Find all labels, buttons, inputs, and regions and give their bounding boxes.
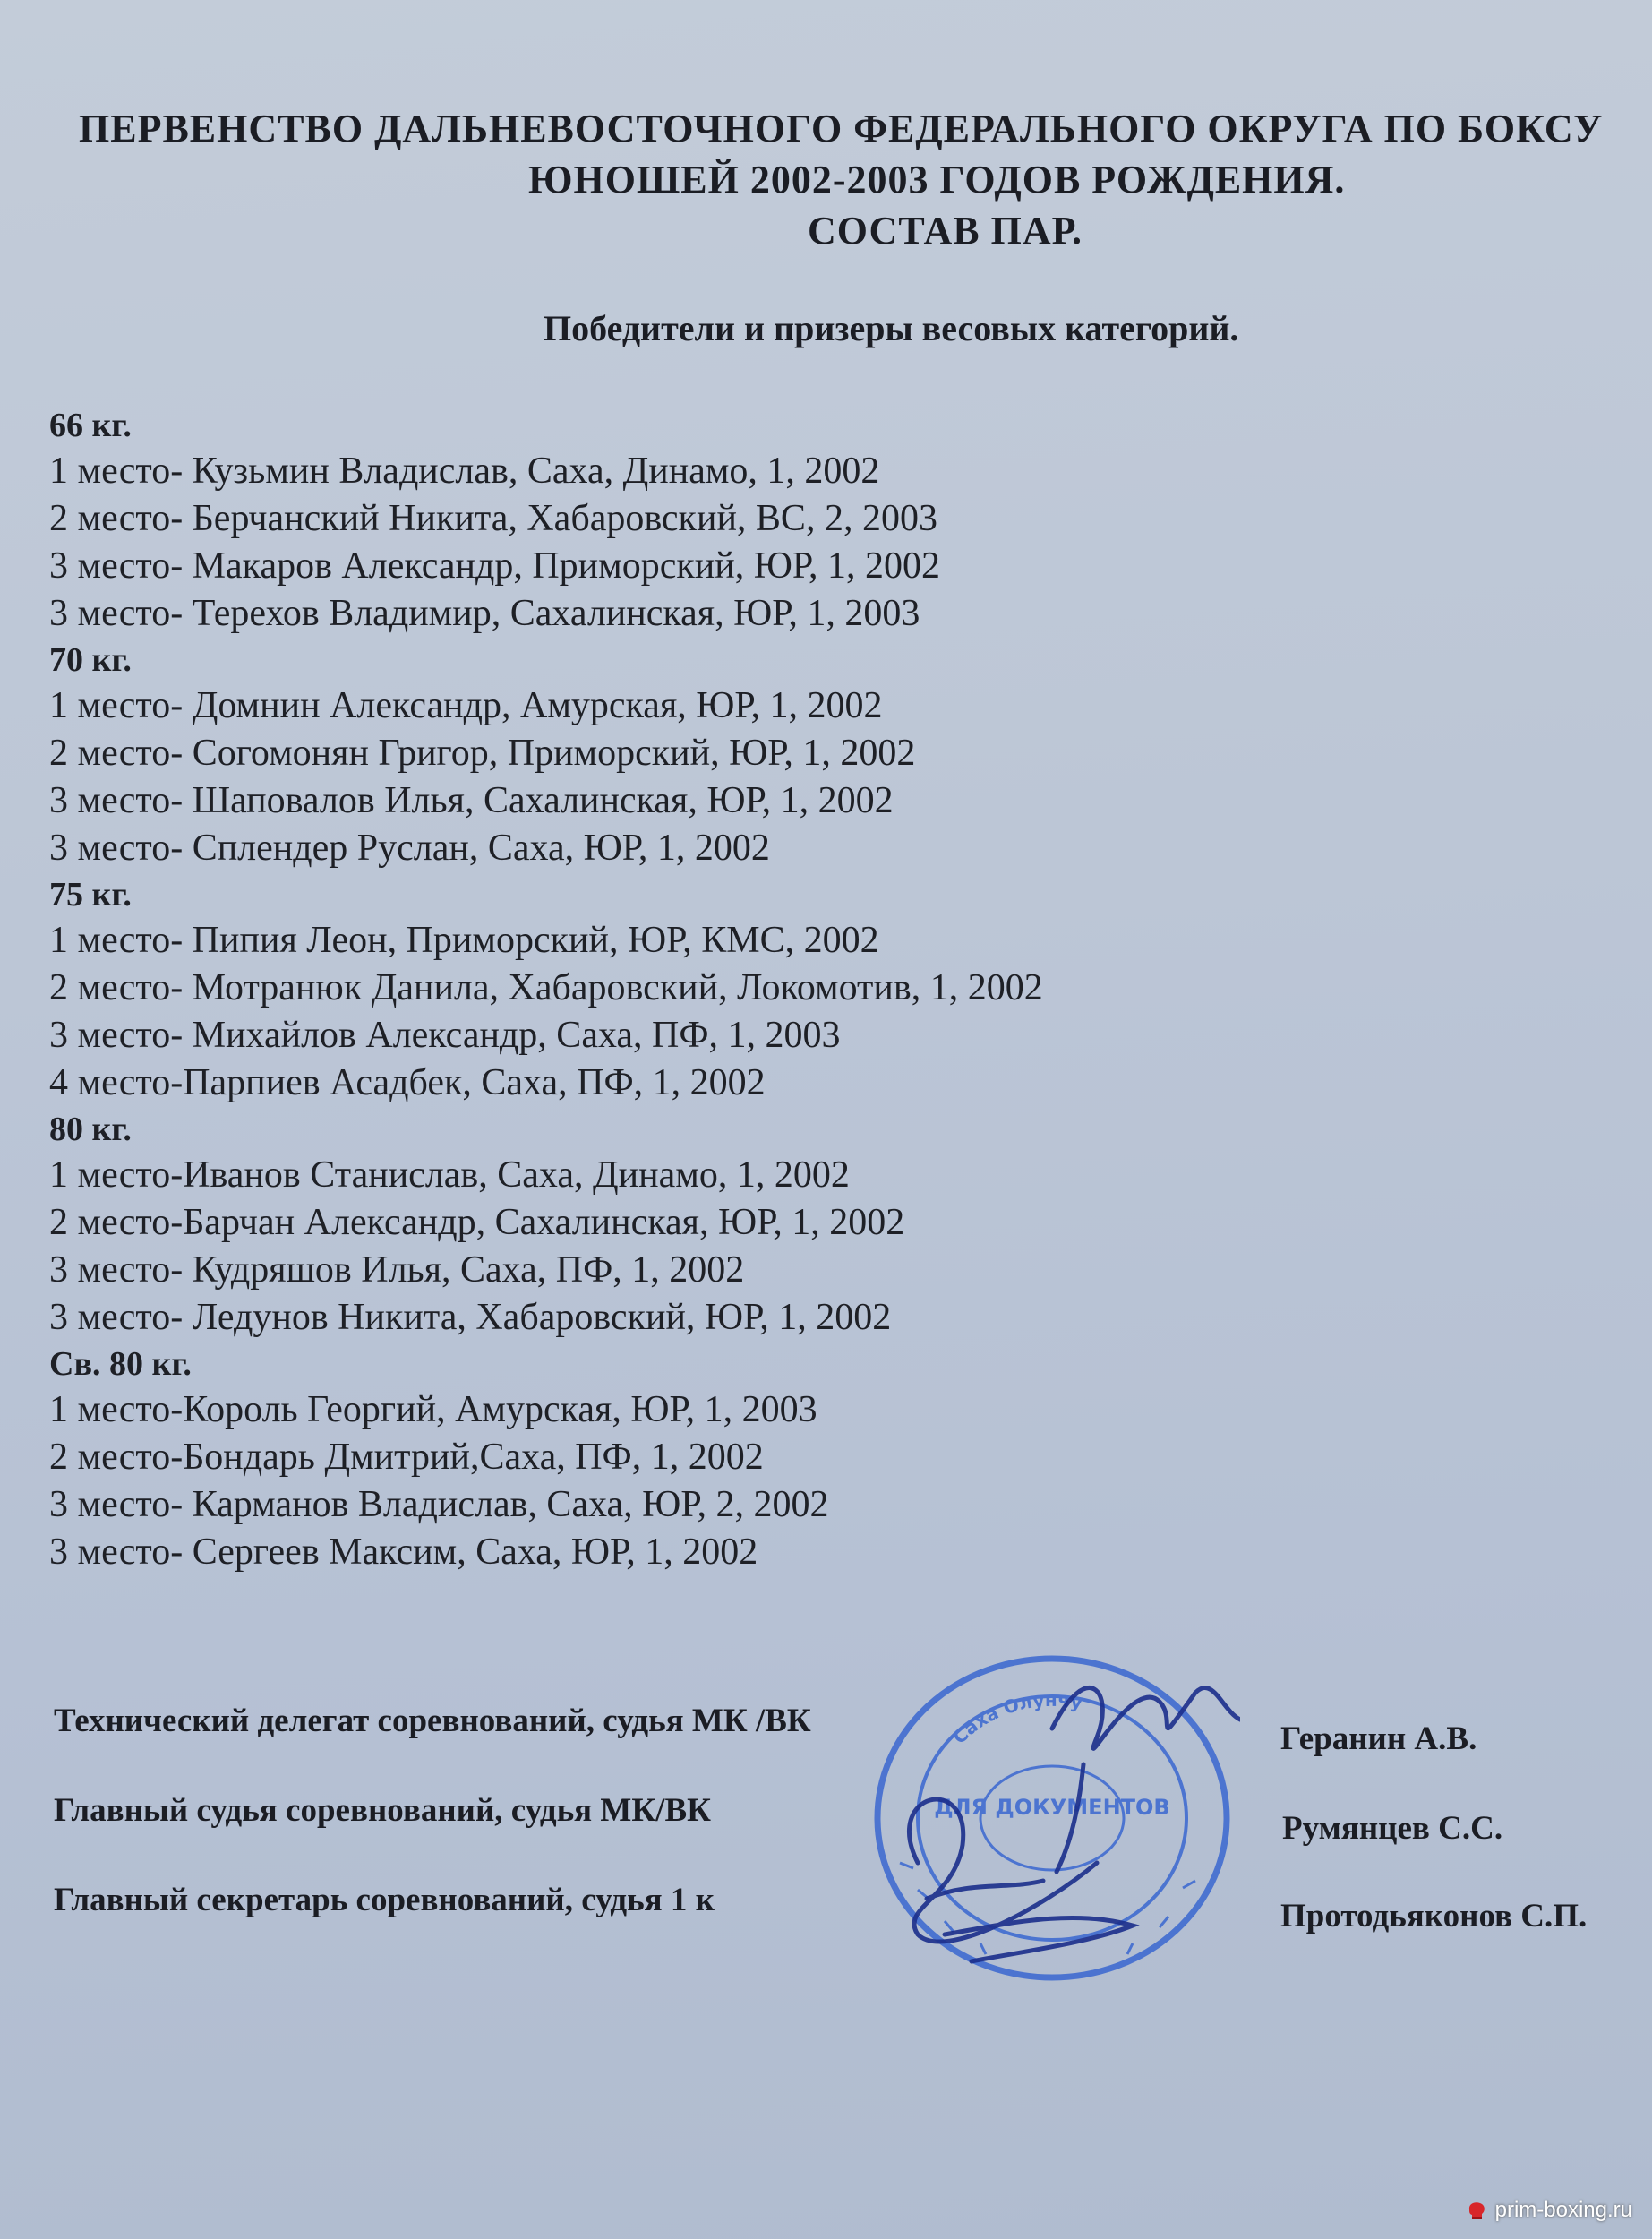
signature-name-2: Румянцев С.С. [1282,1810,1503,1847]
result-row: 3 место- Сергеев Максим, Саха, ЮР, 1, 2002 [49,1531,758,1573]
category-80: 80 кг. [49,1111,132,1148]
official-stamp [864,1639,1240,1988]
signature-name-3: Протодьяконов С.П. [1280,1898,1588,1934]
signature-role-1: Технический делегат соревнований, судья МК /ВК [54,1703,811,1739]
svg-text:Саха Олунчу [948,1689,1083,1748]
category-over-80: Св. 80 кг. [49,1345,192,1383]
category-70: 70 кг. [49,641,132,679]
result-row: 1 место-Король Георгий, Амурская, ЮР, 1, 2003 [49,1389,817,1430]
result-row: 3 место- Карманов Владислав, Саха, ЮР, 2, 2002 [49,1484,829,1525]
result-row: 2 место- Согомонян Григор, Приморский, ЮР, 1, 2002 [49,733,916,774]
category-75: 75 кг. [49,876,132,914]
title-line-2: ЮНОШЕЙ 2002-2003 ГОДОВ РОЖДЕНИЯ. [528,158,1346,202]
result-row: 1 место- Кузьмин Владислав, Саха, Динамо, 1, 2002 [49,450,880,492]
stamp-top-text: Саха Олунчу [948,1688,1084,1748]
boxing-glove-icon [1465,2199,1488,2222]
result-row: 1 место- Пипия Леон, Приморский, ЮР, КМС, 2002 [49,920,879,961]
result-row: 2 место-Бондарь Дмитрий,Саха, ПФ, 1, 2002 [49,1437,764,1478]
result-row: 2 место- Берчанский Никита, Хабаровский, ВС, 2, 2003 [49,498,937,539]
result-row: 1 место-Иванов Станислав, Саха, Динамо, 1, 2002 [49,1154,850,1196]
site-watermark [1465,2198,1632,2223]
results-list [49,403,1303,1576]
result-row: 3 место- Сплендер Руслан, Саха, ЮР, 1, 2002 [49,828,770,869]
result-row: 4 место-Парпиев Асадбек, Саха, ПФ, 1, 2002 [49,1062,766,1103]
result-row: 3 место- Михайлов Александр, Саха, ПФ, 1, 2003 [49,1015,841,1056]
result-row: 3 место- Ледунов Никита, Хабаровский, ЮР, 1, 2002 [49,1297,892,1338]
watermark-text: prim-boxing.ru [1494,2198,1632,2222]
signature-name-1: Геранин А.В. [1280,1720,1477,1757]
result-row: 3 место- Терехов Владимир, Сахалинская, ЮР, 1, 2003 [49,593,920,634]
result-row: 2 место- Мотранюк Данила, Хабаровский, Локомотив, 1, 2002 [49,967,1043,1008]
category-66: 66 кг. [49,407,132,444]
result-row: 2 место-Барчан Александр, Сахалинская, ЮР, 1, 2002 [49,1202,905,1243]
stamp-center-text: ДЛЯ ДОКУМЕНТОВ [934,1795,1170,1820]
signature-role-2: Главный судья соревнований, судья МК/ВК [54,1792,711,1829]
result-row: 1 место- Домнин Александр, Амурская, ЮР, 1, 2002 [49,685,883,726]
subtitle: Победители и призеры весовых категорий. [544,308,1239,348]
result-row: 3 место- Макаров Александр, Приморский, ЮР, 1, 2002 [49,545,941,587]
result-row: 3 место- Шаповалов Илья, Сахалинская, ЮР, 1, 2002 [49,780,894,821]
title-line-1: ПЕРВЕНСТВО ДАЛЬНЕВОСТОЧНОГО ФЕДЕРАЛЬНОГО ОКРУГА ПО БОКСУ [79,107,1604,150]
result-row: 3 место- Кудряшов Илья, Саха, ПФ, 1, 2002 [49,1249,745,1291]
title-line-3: СОСТАВ ПАР. [808,209,1083,253]
signature-role-3: Главный секретарь соревнований, судья 1 к [54,1882,715,1918]
